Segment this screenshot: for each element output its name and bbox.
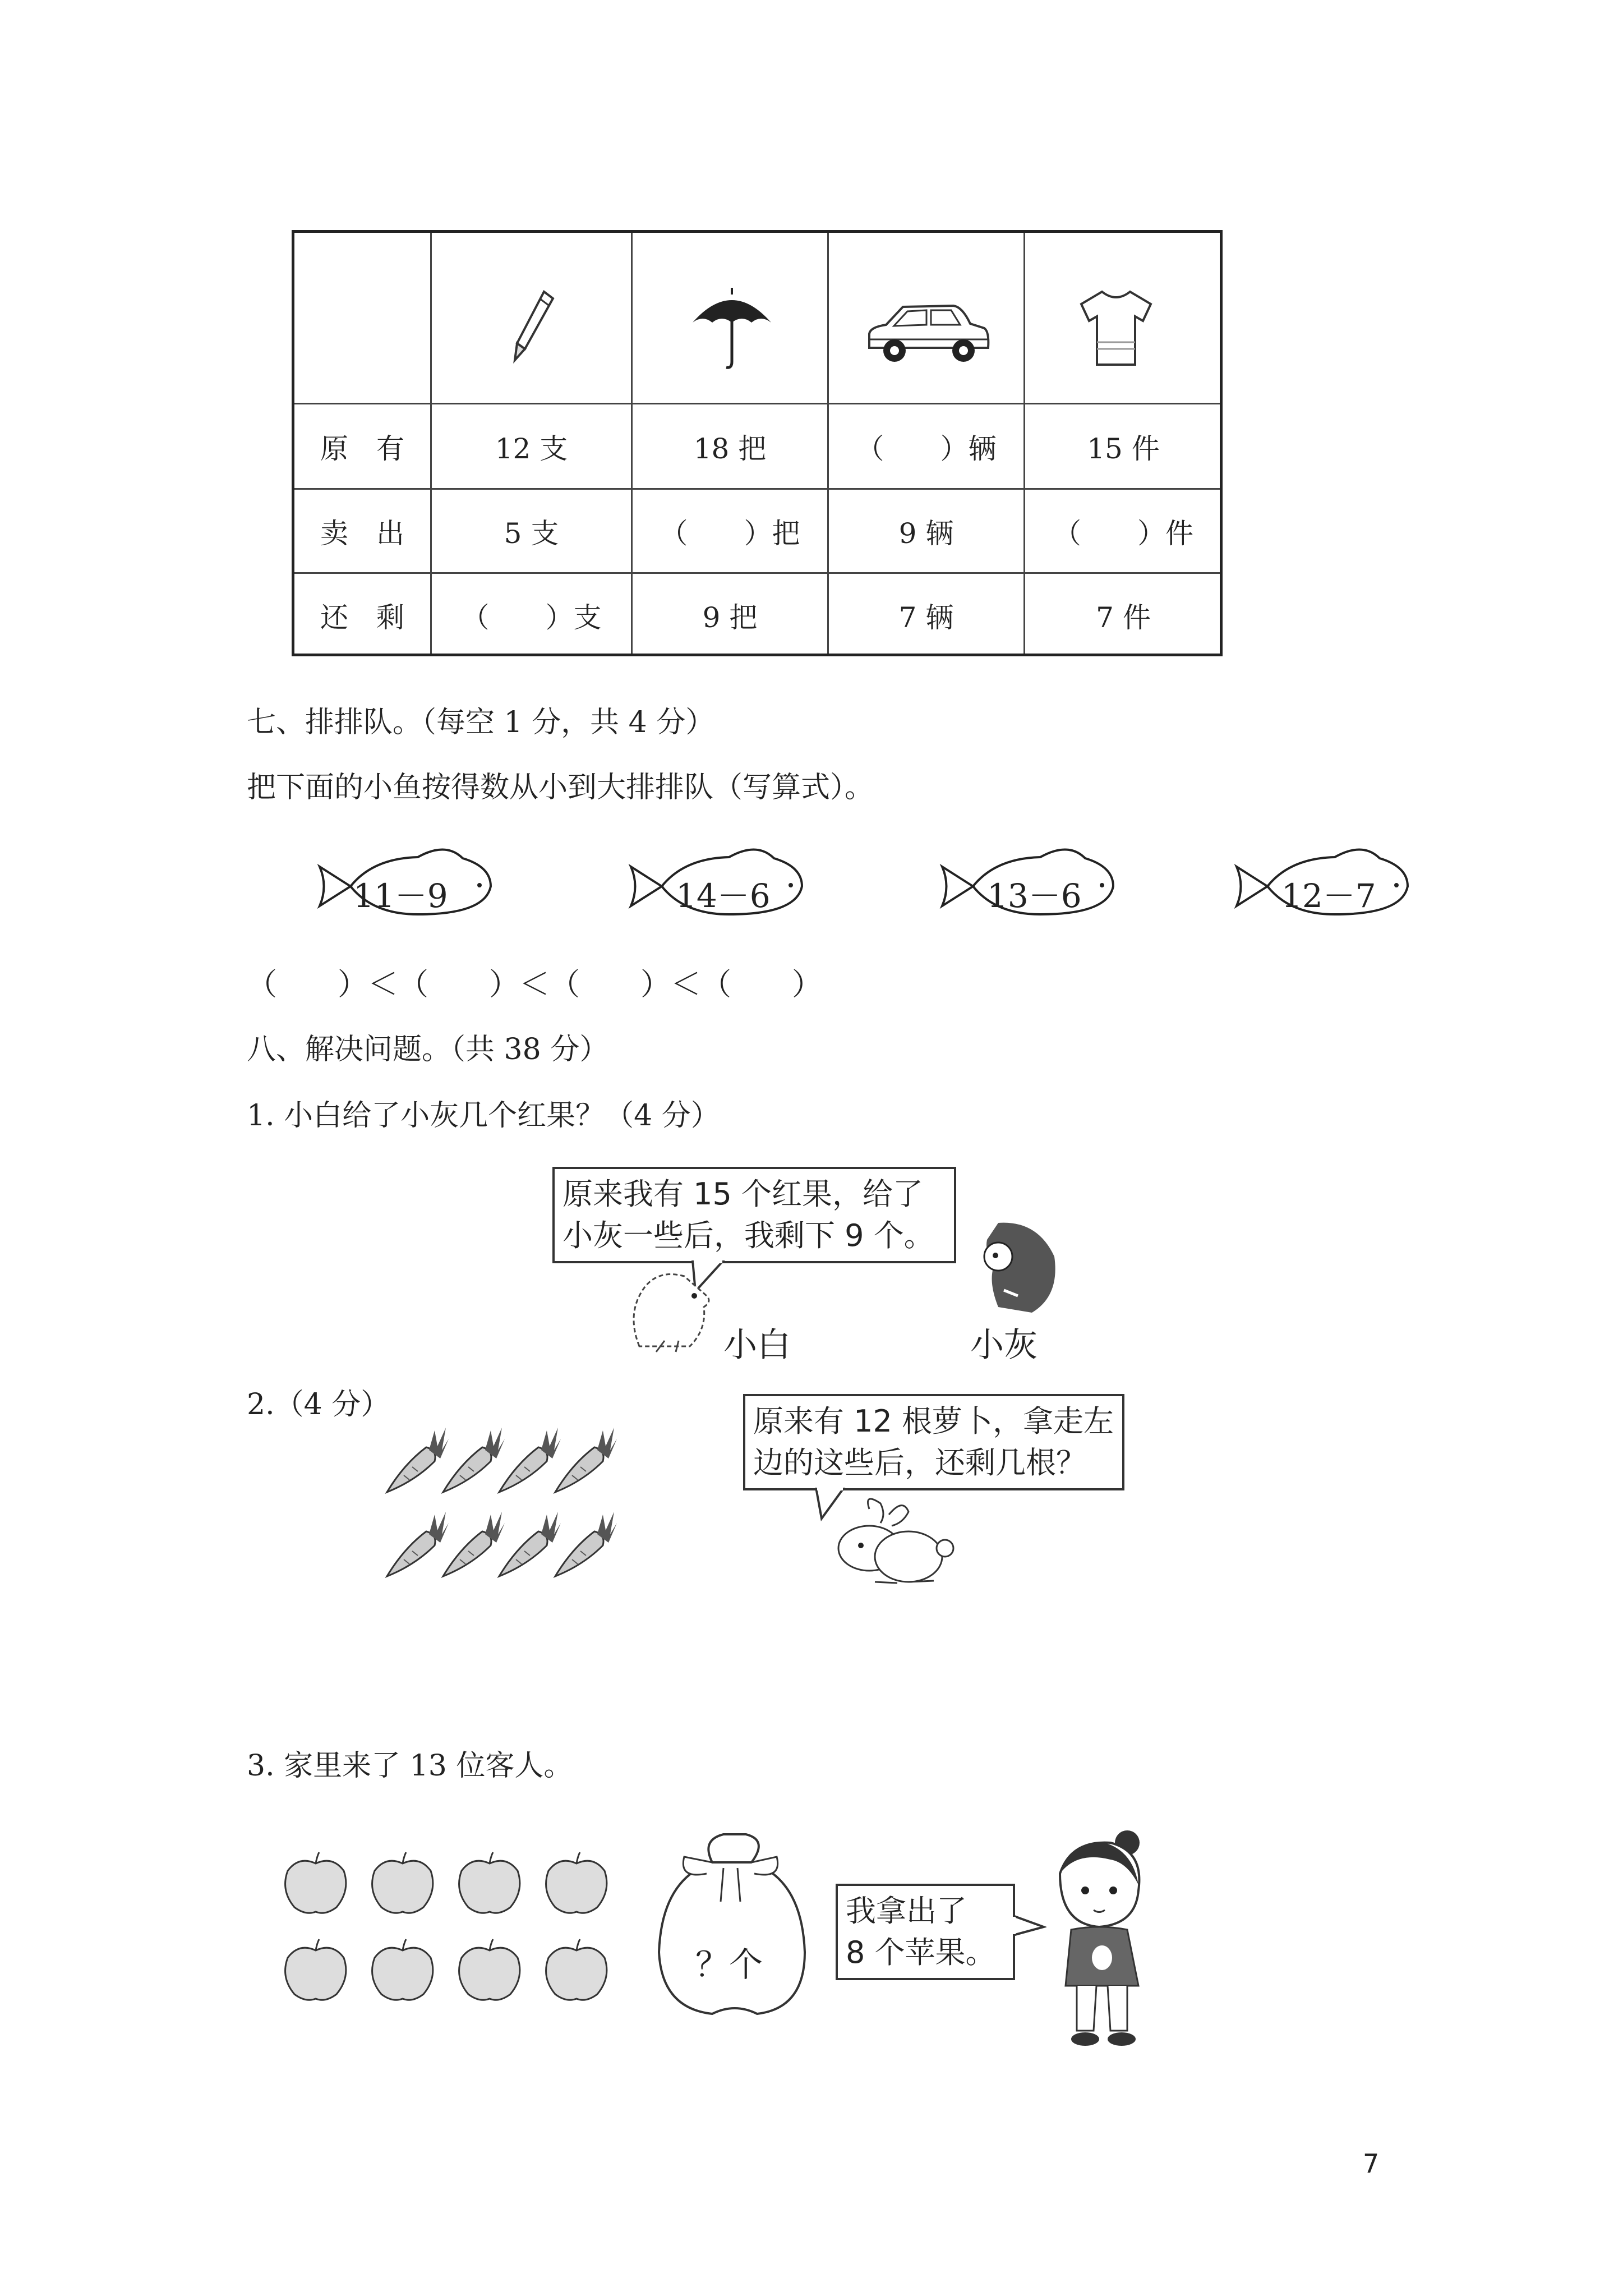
fish-3: [934, 836, 1119, 937]
section7-heading: 七、排排队。（每空 1 分，共 4 分）: [247, 706, 715, 739]
car-icon: [864, 295, 993, 367]
bag-icon: [645, 1823, 813, 2025]
cell-remaining-pencil[interactable]: （ ）支: [461, 601, 602, 634]
cell-remaining-car: 7 辆: [898, 601, 954, 634]
fish-1-expression: 11－9: [353, 877, 448, 915]
hedgehog-white-icon: [623, 1257, 718, 1358]
q1-name-right: 小灰: [970, 1326, 1038, 1365]
carrot-icon: [387, 1428, 449, 1492]
cell-remaining-umbrella: 9 把: [702, 601, 758, 634]
fish-2-expression: 14－6: [676, 877, 771, 915]
fish-4: [1228, 836, 1413, 937]
cell-sold-car: 9 辆: [898, 517, 954, 550]
fish-3-expression: 13－6: [987, 877, 1082, 915]
cell-sold-shirt[interactable]: （ ）件: [1053, 517, 1193, 550]
section8-heading: 八、解决问题。（共 38 分）: [247, 1033, 609, 1066]
pencil-icon: [505, 286, 561, 365]
tshirt-icon: [1077, 286, 1155, 370]
carrots-group: [381, 1419, 651, 1599]
cell-sold-pencil: 5 支: [504, 517, 559, 550]
cell-original-pencil: 12 支: [495, 432, 568, 465]
q3-speech-bubble: [836, 1884, 1015, 1980]
cell-original-shirt: 15 件: [1087, 432, 1160, 465]
q2-speech-bubble: [743, 1394, 1124, 1490]
cell-original-umbrella: 18 把: [693, 432, 767, 465]
row-label-original: 原 有: [320, 432, 404, 465]
q2-bubble-line-1: 原来有 12 根萝卜，拿走左: [753, 1404, 1114, 1439]
page-number: 7: [1363, 2148, 1380, 2179]
section7-instruction: 把下面的小鱼按得数从小到大排排队（写算式）。: [247, 771, 874, 804]
q3-bubble-line-1: 我拿出了: [846, 1893, 967, 1929]
q3-title: 3. 家里来了 13 位客人。: [247, 1749, 573, 1783]
hedgehog-gray-icon: [965, 1212, 1060, 1324]
q2-title: 2.（4 分）: [247, 1388, 390, 1421]
cell-remaining-shirt: 7 件: [1096, 601, 1151, 634]
goods-table: [292, 230, 1223, 656]
q1-title: 1. 小白给了小灰几个红果？（4 分）: [247, 1099, 720, 1133]
apples-group: [283, 1851, 631, 2014]
fish-4-expression: 12－7: [1281, 877, 1376, 915]
q1-name-left: 小白: [723, 1326, 791, 1365]
row-label-remaining: 还 剩: [320, 601, 404, 634]
rabbit-icon: [824, 1492, 959, 1593]
fish-2: [623, 836, 808, 937]
section7-answer-line[interactable]: （ ）＜（ ）＜（ ）＜（ ）: [247, 967, 822, 1002]
umbrella-icon: [687, 283, 777, 373]
cell-sold-umbrella[interactable]: （ ）把: [660, 517, 800, 550]
cell-original-car[interactable]: （ ）辆: [856, 432, 997, 465]
q1-bubble-line-2: 小灰一些后，我剩下 9 个。: [562, 1218, 934, 1253]
q1-bubble-line-1: 原来我有 15 个红果，给了: [562, 1176, 924, 1212]
q3-bag-label: ？个: [695, 1945, 763, 1985]
q3-bubble-line-2: 8 个苹果。: [846, 1935, 996, 1970]
apple-icon: [285, 1852, 346, 1913]
row-label-sold: 卖 出: [320, 517, 404, 550]
fish-1: [311, 836, 496, 937]
q2-bubble-line-2: 边的这些后，还剩几根？: [753, 1445, 1086, 1480]
q1-speech-bubble: [552, 1167, 956, 1263]
girl-icon: [1038, 1829, 1166, 2053]
